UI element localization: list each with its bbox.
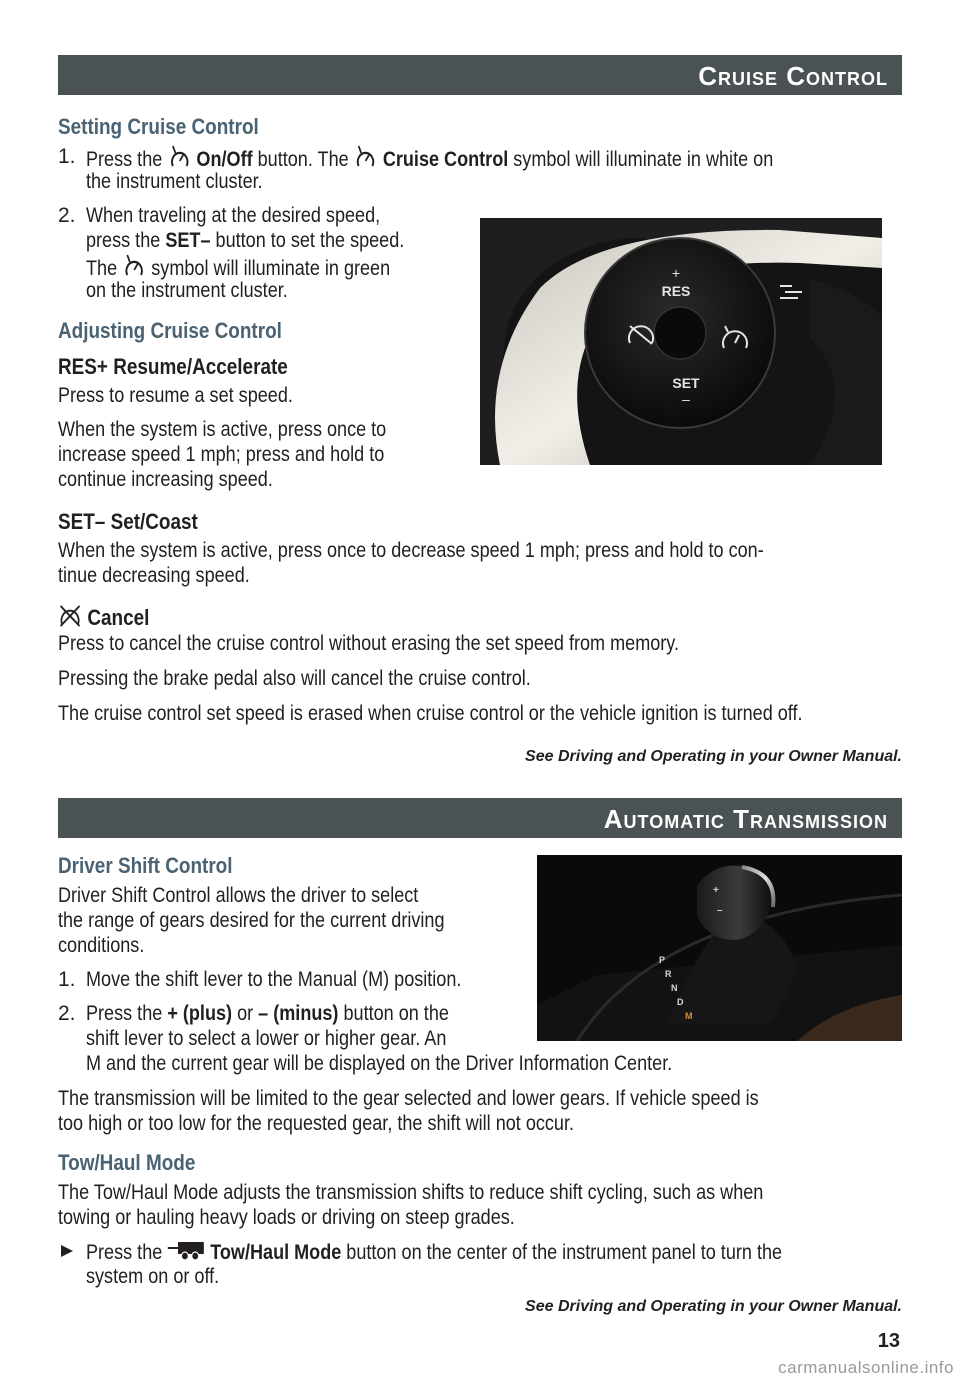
paragraph: Press to resume a set speed. — [58, 384, 293, 407]
step-number: 1. — [58, 145, 76, 168]
svg-text:+: + — [671, 265, 681, 281]
paragraph: The transmission will be limited to the gear selected and lower gears. If vehicle speed is — [58, 1087, 759, 1110]
subheading: Driver Shift Control — [58, 853, 233, 878]
paragraph: conditions. — [58, 934, 145, 957]
subheading: Adjusting Cruise Control — [58, 318, 282, 343]
page-number: 13 — [877, 1330, 900, 1352]
paragraph: towing or hauling heavy loads or driving on steep grades. — [58, 1206, 515, 1229]
subheading: Setting Cruise Control — [58, 114, 259, 139]
svg-text:+: + — [713, 885, 719, 896]
svg-text:R: R — [665, 969, 672, 979]
cruise-control-icon — [354, 145, 378, 169]
paragraph: Press to cancel the cruise control without erasing the set speed from memory. — [58, 632, 680, 655]
section-title: Automatic Transmission — [603, 804, 888, 834]
paragraph: M and the current gear will be displayed on the Driver Information Center. — [86, 1052, 673, 1075]
paragraph: Move the shift lever to the Manual (M) position. — [86, 968, 462, 991]
paragraph: on the instrument cluster. — [86, 279, 288, 302]
svg-text:–: – — [682, 391, 690, 407]
cruise-control-icon — [122, 254, 146, 278]
step-number: 2. — [58, 1002, 76, 1025]
section-header-bar — [58, 55, 902, 95]
cancel-icon — [58, 604, 82, 628]
paragraph: Press the On/Off button. The Cruise Control symbol will illuminate in white on — [86, 145, 885, 172]
res-button-label: RES — [661, 283, 691, 299]
paragraph: The cruise control set speed is erased when cruise control or the vehicle ignition is turned off. — [58, 702, 803, 725]
section-title: Cruise Control — [698, 61, 888, 91]
paragraph: When the system is active, press once to — [58, 418, 387, 441]
svg-text:–: – — [717, 905, 723, 916]
step-number: 2. — [58, 204, 76, 227]
paragraph: too high or too low for the requested gear, the shift will not occur. — [58, 1112, 575, 1135]
paragraph-heading: Cancel — [58, 604, 164, 630]
see-manual-note: See Driving and Operating in your Owner Manual. — [525, 748, 902, 765]
tow-haul-icon — [167, 1240, 205, 1262]
paragraph: When traveling at the desired speed, — [86, 204, 381, 227]
svg-text:P: P — [659, 955, 666, 965]
paragraph: press the SET– button to set the speed. — [86, 229, 405, 252]
step-number: 1. — [58, 968, 76, 991]
cruise-control-icon — [167, 145, 191, 169]
paragraph-heading: SET– Set/Coast — [58, 509, 198, 534]
paragraph: system on or off. — [86, 1265, 220, 1288]
svg-text:M: M — [685, 1011, 693, 1021]
paragraph: increase speed 1 mph; press and hold to — [58, 443, 385, 466]
paragraph: tinue decreasing speed. — [58, 564, 250, 587]
paragraph: continue increasing speed. — [58, 468, 273, 491]
see-manual-note: See Driving and Operating in your Owner Manual. — [525, 1298, 902, 1315]
paragraph-heading: RES+ Resume/Accelerate — [58, 354, 288, 379]
paragraph: Driver Shift Control allows the driver to select — [58, 884, 419, 907]
paragraph: The symbol will illuminate in green — [86, 254, 440, 281]
svg-text:N: N — [671, 983, 678, 993]
section-header-bar — [58, 798, 902, 838]
steering-wheel-controls-photo — [480, 218, 882, 465]
paragraph: shift lever to select a lower or higher gear. An — [86, 1027, 447, 1050]
paragraph: Pressing the brake pedal also will cancel the cruise control. — [58, 667, 531, 690]
watermark: carmanualsonline.info — [778, 1358, 954, 1377]
bullet-arrow-icon — [60, 1244, 74, 1258]
subheading: Tow/Haul Mode — [58, 1150, 196, 1175]
paragraph: the range of gears desired for the current driving — [58, 909, 445, 932]
paragraph: Press the + (plus) or – (minus) button on the — [86, 1002, 449, 1025]
paragraph: Press the Tow/Haul Mode button on the center of the instrument panel to turn the — [86, 1241, 783, 1264]
paragraph: When the system is active, press once to decrease speed 1 mph; press and hold to con- — [58, 539, 764, 562]
paragraph: The Tow/Haul Mode adjusts the transmission shifts to reduce shift cycling, such as when — [58, 1181, 764, 1204]
set-button-label: SET — [672, 375, 700, 391]
svg-text:D: D — [677, 997, 684, 1007]
gear-shifter-photo — [537, 855, 902, 1041]
paragraph: the instrument cluster. — [86, 170, 263, 193]
